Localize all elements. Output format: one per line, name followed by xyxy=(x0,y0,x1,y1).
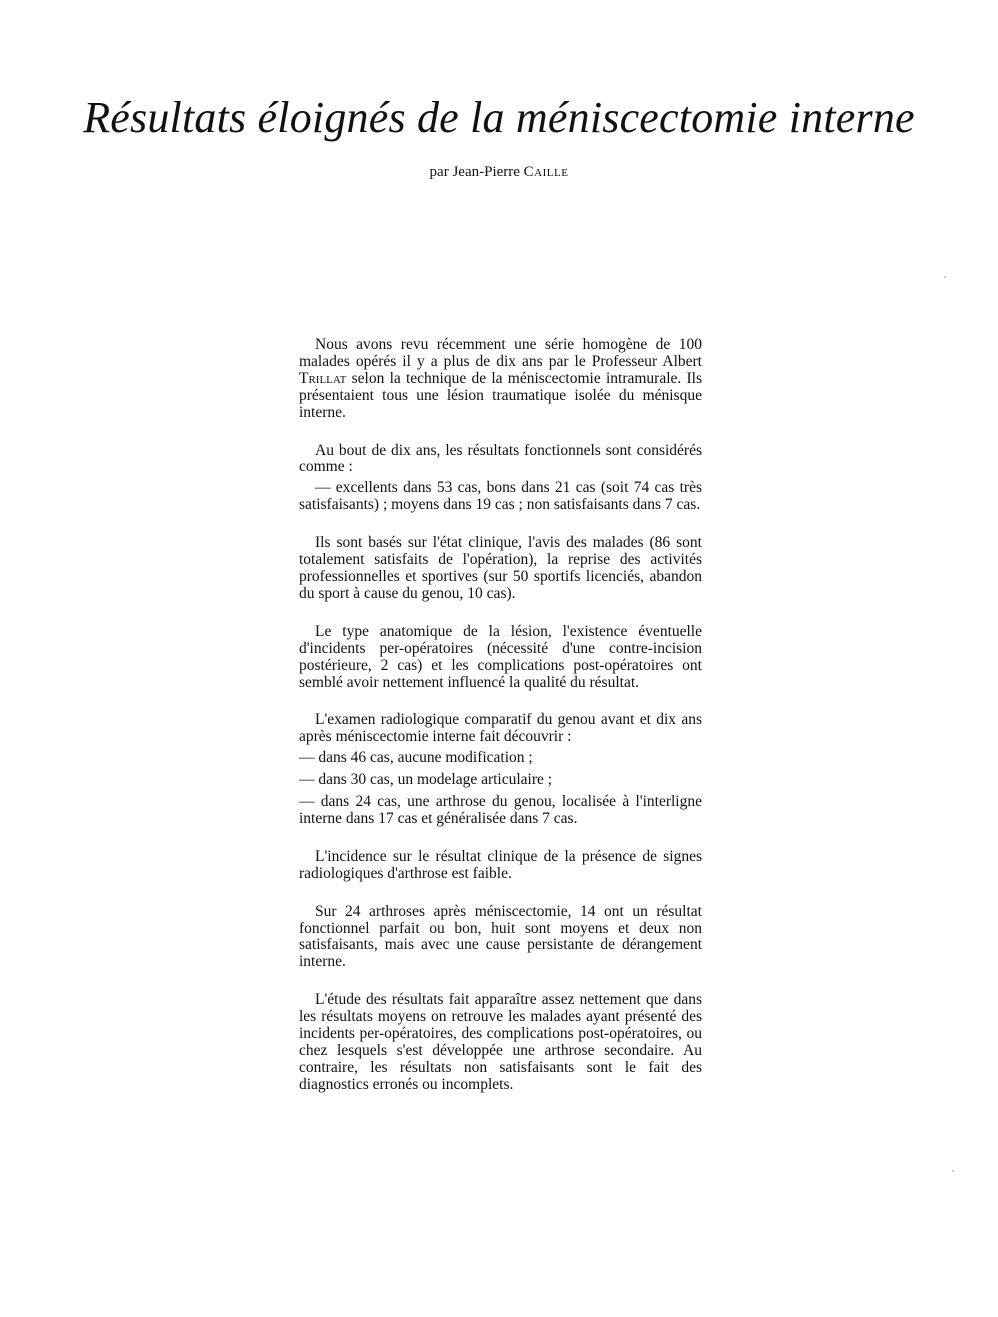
paragraph-study-population xyxy=(299,337,702,422)
scan-speck xyxy=(944,276,946,278)
paragraph-influencing-factors: Le type anatomique de la lésion, l'existence éventuelle d'incidents per-opératoires (nécessité d'une contre-incision postérieure, 2 cas) et les complications post-opératoires ont semblé avoir nettement influencé la qualité du résultat. xyxy=(299,622,702,691)
paragraph-text: Nous avons revu récemment une série homogène de 100 malades opérés il y a plus de dix ans par le Professeur Albert xyxy=(299,336,702,370)
paragraph-functional-results-detail: — excellents dans 53 cas, bons dans 21 cas (soit 74 cas très satisfaisants) ; moyens dans 19 cas ; non satisfaisants dans 7 cas. xyxy=(299,479,702,514)
paragraph-functional-results: Au bout de dix ans, les résultats fonctionnels sont considérés comme : xyxy=(299,441,702,476)
paragraph-conclusion: L'étude des résultats fait apparaître assez nettement que dans les résultats moyens on retrouve les malades ayant présenté des incidents per-opératoires, des complications post-opératoires, ou chez lesquels s'est développée une arthrose secondaire. Au contraire, les résultats non satisfaisants sont le fait des diagnostics erronés ou incomplets. xyxy=(299,991,702,1093)
byline-prefix: par Jean-Pierre xyxy=(429,164,520,180)
paragraph-arthrosis-outcomes: Sur 24 arthroses après méniscectomie, 14 ont un résultat fonctionnel parfait ou bon, huit sont moyens et deux non satisfaisants, mais avec une cause persistante de dérangement interne. xyxy=(299,902,702,971)
list-item-radiology: — dans 46 cas, aucune modification ; xyxy=(299,749,533,767)
list-item-radiology: — dans 24 cas, une arthrose du genou, localisée à l'interligne interne dans 17 cas et généralisée dans 7 cas. xyxy=(299,793,702,827)
paragraph-evaluation-criteria: Ils sont basés sur l'état clinique, l'avis des malades (86 sont totalement satisfaits de l'opération), la reprise des activités professionnelles et sportives (sur 50 sportifs licenciés, abandon du sport à cause du genou, 10 cas). xyxy=(299,534,702,602)
article-abstract xyxy=(299,337,702,1115)
article-title: Résultats éloignés de la méniscectomie interne xyxy=(83,93,915,142)
paragraph-text: selon la technique de la méniscectomie intramurale. Ils présentaient tous une lésion traumatique isolée du ménisque interne. xyxy=(299,369,703,421)
list-item-radiology: — dans 30 cas, un modelage articulaire ; xyxy=(299,771,553,789)
surgeon-name: Trillat xyxy=(299,369,347,387)
author-byline xyxy=(0,164,998,181)
scan-speck xyxy=(952,1170,954,1172)
author-surname: Caille xyxy=(523,164,569,180)
paragraph-arthrosis-incidence: L'incidence sur le résultat clinique de la présence de signes radiologiques d'arthrose est faible. xyxy=(299,847,702,882)
paragraph-radiological-exam: L'examen radiologique comparatif du genou avant et dix ans après méniscectomie interne fait découvrir : xyxy=(299,711,702,746)
